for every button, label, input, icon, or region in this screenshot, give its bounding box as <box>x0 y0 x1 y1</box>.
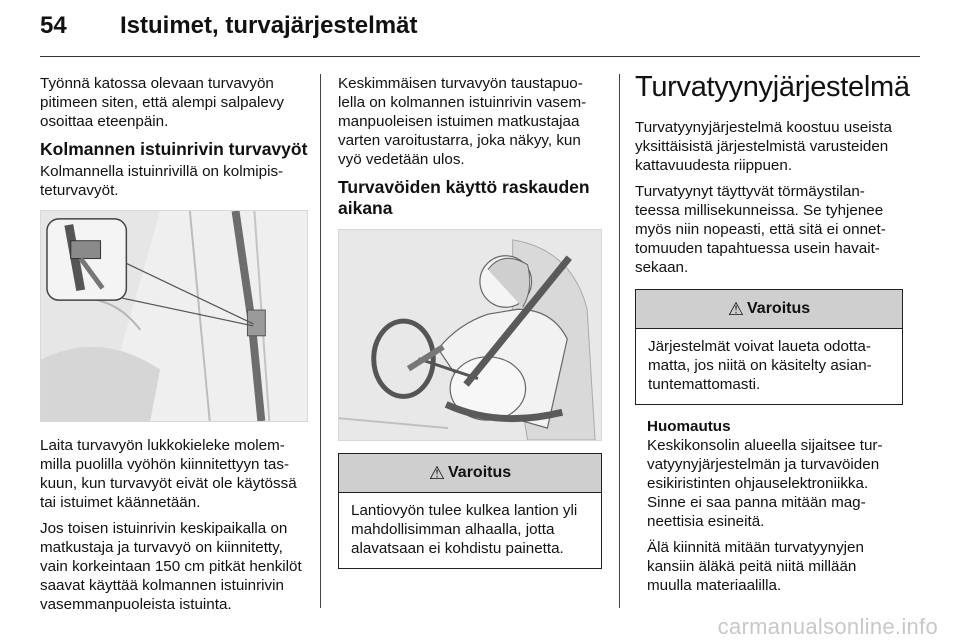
warning-text: Järjestelmät voivat laueta odottamatta, jos niitä on käsitelty asiantuntemattomasti. <box>648 338 872 393</box>
section-heading: Turvavöiden käyttö raskauden aikana <box>338 177 590 218</box>
column-middle <box>338 74 602 581</box>
seatbelt-illustration <box>40 210 308 422</box>
warning-title: Varoitus <box>448 464 512 481</box>
paragraph: Turvatyynyjärjestelmä koostuu useista yksittäisistä järjestelmistä varusteiden kattavuudesta riippuen. <box>635 119 892 174</box>
section-heading: Kolmannen istuinrivin turvavyöt <box>40 139 308 159</box>
paragraph: Älä kiinnitä mitään turvatyynyjen kansiin äläkä peitä niitä millään muulla materiaalilla. <box>647 539 864 594</box>
paragraph: Keskimmäisen turvavyön taustapuolella on kolmannen istuinrivin vasemmanpuoleisen istuimen matkustajaa varten varoitustarra, joka näkyy, kun vyö vedetään ulos. <box>338 75 587 168</box>
warning-text: Lantiovyön tulee kulkea lantion yli mahdollisimman alhaalla, jotta alavatsaan ei kohdistu painetta. <box>351 502 578 557</box>
page-number: 54 <box>40 12 67 39</box>
paragraph: Keskikonsolin alueella sijaitsee turvatyynyjärjestelmän ja turvavöiden esikiristinten ohjauselektroniikka. Sinne ei saa panna mitään magneettisia esineitä. <box>647 437 883 530</box>
warning-triangle-icon: ⚠ <box>727 298 744 319</box>
paragraph: Laita turvavyön lukkokieleke molemmilla puolilla vyöhön kiinnitettyyn taskuun, kun turvavyöt eivät ole käytössä tai istuimet käännetään. <box>40 437 297 511</box>
warning-box <box>338 453 602 569</box>
paragraph: Kolmannella istuinrivillä on kolmipisteturvavyöt. <box>40 163 284 199</box>
warning-title: Varoitus <box>747 300 811 317</box>
paragraph: Työnnä katossa olevaan turvavyön pitimeen siten, että alempi salpalevy osoittaa eteenpäin. <box>40 75 284 130</box>
paragraph: Turvatyynyt täyttyvät törmäystilanteessa millisekunneissa. Se tyhjenee myös niin nopeasti, että sitä ei onnettomuuden tapahtuessa usein havaitsekaan. <box>635 183 886 276</box>
page-header <box>40 12 920 52</box>
warning-triangle-icon: ⚠ <box>428 462 445 483</box>
header-divider <box>40 56 920 57</box>
note-section <box>635 417 903 595</box>
warning-box <box>635 289 903 405</box>
column-right <box>635 71 910 602</box>
watermark: carmanualsonline.info <box>717 614 938 639</box>
section-title: Turvatyynyjärjestelmä <box>635 71 910 103</box>
column-left <box>40 74 308 621</box>
pregnancy-seatbelt-illustration <box>338 229 602 441</box>
note-title: Huomautus <box>647 418 731 435</box>
warning-header <box>339 454 601 493</box>
column-divider <box>619 74 620 608</box>
chapter-title: Istuimet, turvajärjestelmät <box>120 12 418 39</box>
paragraph: Jos toisen istuinrivin keskipaikalla on matkustaja ja turvavyö on kiinnitetty, vain korkeintaan 150 cm pitkät henkilöt saavat käyttää kolmannen istuinrivin vasemmanpuoleista istuinta. <box>40 520 302 613</box>
column-divider <box>320 74 321 608</box>
warning-header <box>636 290 902 329</box>
